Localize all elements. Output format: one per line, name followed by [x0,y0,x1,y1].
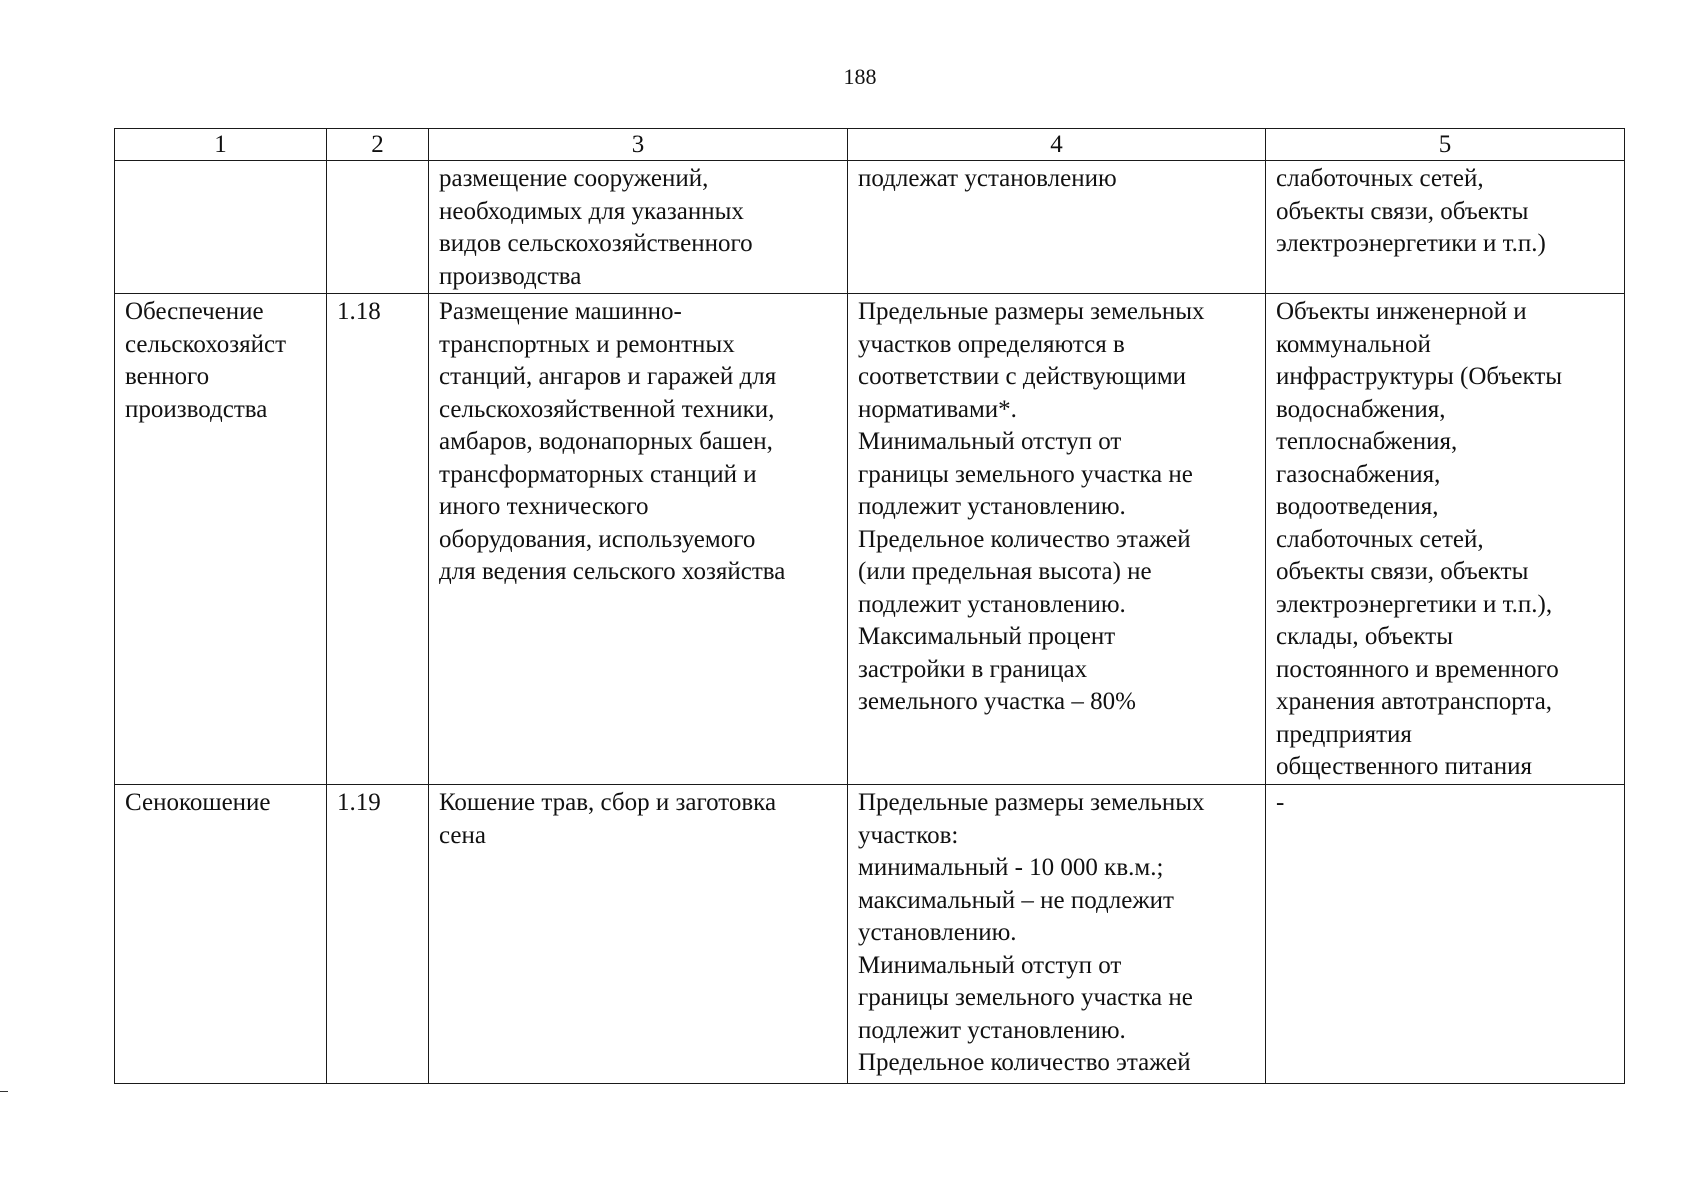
cell-parameters: Предельные размеры земельных участков определяются в соответствии с действующими нормативами*. Минимальный отступ от границы земельного участка не подлежит установлению. Предельное количество этажей (или предельная высота) не подлежит установлению. Максимальный процент застройки в границах земельного участка – 80% [848,294,1266,785]
cell-use-type [115,161,327,294]
cell-use-type: Обеспечение сельскохозяйст венного производства [115,294,327,785]
table-row [115,161,1625,294]
cell-description: Кошение трав, сбор и заготовка сена [429,785,848,1084]
cell-use-type: Сенокошение [115,785,327,1084]
cell-auxiliary-uses: - [1266,785,1625,1084]
header-cell-3: 3 [429,129,848,161]
cell-code: 1.19 [327,785,429,1084]
land-use-table [114,128,1625,1084]
header-cell-1: 1 [115,129,327,161]
header-cell-4: 4 [848,129,1266,161]
header-cell-2: 2 [327,129,429,161]
table-row [115,294,1625,785]
cell-description: размещение сооружений, необходимых для указанных видов сельскохозяйственного производства [429,161,848,294]
margin-mark [0,1091,8,1092]
cell-auxiliary-uses: Объекты инженерной и коммунальной инфраструктуры (Объекты водоснабжения, теплоснабжения, газоснабжения, водоотведения, слаботочных сетей, объекты связи, объекты электроэнергетики и т.п.), склады, объекты постоянного и временного хранения автотранспорта, предприятия общественного питания [1266,294,1625,785]
cell-code: 1.18 [327,294,429,785]
cell-description: Размещение машинно- транспортных и ремонтных станций, ангаров и гаражей для сельскохозяйственной техники, амбаров, водонапорных башен, трансформаторных станций и иного технического оборудования, используемого для ведения сельского хозяйства [429,294,848,785]
page-number: 188 [843,64,877,89]
cell-parameters: Предельные размеры земельных участков: минимальный - 10 000 кв.м.; максимальный – не подлежит установлению. Минимальный отступ от границы земельного участка не подлежит установлению. Предельное количество этажей [848,785,1266,1084]
cell-auxiliary-uses: слаботочных сетей, объекты связи, объекты электроэнергетики и т.п.) [1266,161,1625,294]
header-cell-5: 5 [1266,129,1625,161]
table-header-row [115,129,1625,161]
cell-parameters: подлежат установлению [848,161,1266,294]
cell-code [327,161,429,294]
table-row [115,785,1625,1084]
